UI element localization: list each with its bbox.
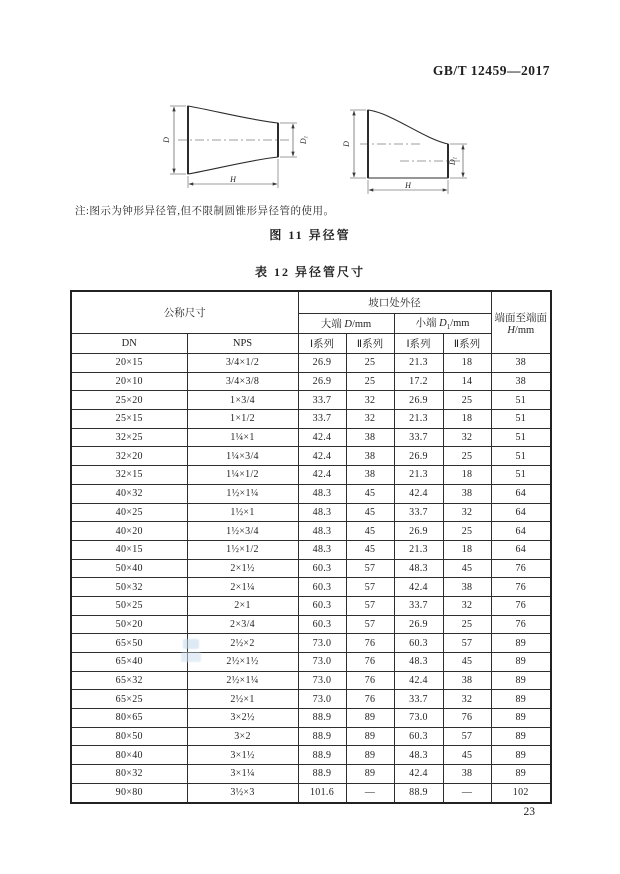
large-end-series2-cell: 76 [346, 690, 394, 709]
large-end-series2-cell: 45 [346, 503, 394, 522]
dn-cell: 40×20 [71, 522, 187, 541]
large-end-series1-cell: 33.7 [298, 391, 346, 410]
header-bevel-od: 坡口处外径 [298, 291, 491, 314]
small-end-series1-cell: 33.7 [394, 503, 443, 522]
large-end-series2-cell: 57 [346, 615, 394, 634]
table-row [71, 484, 551, 503]
nps-cell: 1¼×3/4 [187, 447, 298, 466]
dim-label-D1: D1 [448, 156, 459, 166]
large-end-series2-cell: 89 [346, 709, 394, 728]
small-end-series1-cell: 42.4 [394, 578, 443, 597]
small-end-series2-cell: — [443, 783, 491, 802]
nps-cell: 2½×1½ [187, 653, 298, 672]
table-row [71, 634, 551, 653]
small-end-series2-cell: 25 [443, 522, 491, 541]
nps-cell: 2½×2 [187, 634, 298, 653]
large-end-series1-cell: 48.3 [298, 522, 346, 541]
large-end-series1-cell: 42.4 [298, 447, 346, 466]
dn-cell: 20×15 [71, 354, 187, 373]
large-end-series1-cell: 60.3 [298, 559, 346, 578]
dn-cell: 50×40 [71, 559, 187, 578]
small-end-series2-cell: 32 [443, 596, 491, 615]
table-row [71, 690, 551, 709]
face-to-face-cell: 64 [491, 503, 551, 522]
large-end-series2-cell: 32 [346, 410, 394, 429]
face-to-face-cell: 89 [491, 634, 551, 653]
nps-cell: 1¼×1/2 [187, 466, 298, 485]
large-end-series2-cell: 89 [346, 746, 394, 765]
dim-label-D: D [342, 141, 351, 147]
nps-cell: 1½×1 [187, 503, 298, 522]
small-end-series2-cell: 45 [443, 559, 491, 578]
dn-cell: 40×15 [71, 540, 187, 559]
concentric-reducer-diagram [162, 106, 310, 188]
small-end-series2-cell: 76 [443, 709, 491, 728]
small-end-series1-cell: 21.3 [394, 410, 443, 429]
nps-cell: 1½×3/4 [187, 522, 298, 541]
large-end-series1-cell: 73.0 [298, 690, 346, 709]
face-to-face-cell: 89 [491, 690, 551, 709]
small-end-series1-cell: 17.2 [394, 372, 443, 391]
large-end-series1-cell: 26.9 [298, 372, 346, 391]
dn-cell: 65×50 [71, 634, 187, 653]
dn-cell: 32×20 [71, 447, 187, 466]
dn-cell: 65×40 [71, 653, 187, 672]
table-row [71, 428, 551, 447]
small-end-series2-cell: 38 [443, 484, 491, 503]
face-to-face-cell: 64 [491, 540, 551, 559]
nps-cell: 1½×1/2 [187, 540, 298, 559]
large-end-series1-cell: 88.9 [298, 765, 346, 784]
table-row [71, 447, 551, 466]
dn-cell: 80×50 [71, 727, 187, 746]
large-end-series2-cell: 57 [346, 578, 394, 597]
small-end-series1-cell: 21.3 [394, 540, 443, 559]
small-end-series2-cell: 32 [443, 690, 491, 709]
dn-cell: 20×10 [71, 372, 187, 391]
face-to-face-cell: 51 [491, 391, 551, 410]
header-nominal-size: 公称尺寸 [71, 291, 298, 334]
large-end-series1-cell: 48.3 [298, 503, 346, 522]
small-end-series1-cell: 60.3 [394, 634, 443, 653]
dn-cell: 90×80 [71, 783, 187, 802]
dn-cell: 32×15 [71, 466, 187, 485]
small-end-series1-cell: 42.4 [394, 484, 443, 503]
table-row [71, 709, 551, 728]
face-to-face-cell: 51 [491, 428, 551, 447]
small-end-series2-cell: 45 [443, 653, 491, 672]
face-to-face-cell: 89 [491, 709, 551, 728]
small-end-series2-cell: 57 [443, 634, 491, 653]
header-face-to-face: 端面至端面 H/mm [491, 291, 551, 354]
small-end-series1-cell: 26.9 [394, 447, 443, 466]
face-to-face-cell: 51 [491, 466, 551, 485]
dim-label-D: D [162, 137, 171, 143]
small-end-series1-cell: 33.7 [394, 690, 443, 709]
dim-label-H: H [230, 175, 236, 184]
reducer-dimensions-table [70, 290, 552, 804]
table-row [71, 559, 551, 578]
header-large-series1: Ⅰ系列 [298, 334, 346, 354]
large-end-series1-cell: 101.6 [298, 783, 346, 802]
table-row [71, 765, 551, 784]
nps-cell: 2×3/4 [187, 615, 298, 634]
large-end-series1-cell: 60.3 [298, 615, 346, 634]
face-to-face-cell: 76 [491, 596, 551, 615]
small-end-series1-cell: 33.7 [394, 428, 443, 447]
small-end-series2-cell: 57 [443, 727, 491, 746]
large-end-series2-cell: 25 [346, 372, 394, 391]
large-end-series1-cell: 88.9 [298, 727, 346, 746]
figure-note: 注:图示为钟形异径管,但不限制圆锥形异径管的使用。 [75, 206, 335, 217]
large-end-series1-cell: 42.4 [298, 466, 346, 485]
table-row [71, 578, 551, 597]
large-end-series1-cell: 48.3 [298, 484, 346, 503]
nps-cell: 3×1¼ [187, 765, 298, 784]
table-row [71, 372, 551, 391]
header-large-series2: Ⅱ系列 [346, 334, 394, 354]
small-end-series1-cell: 48.3 [394, 559, 443, 578]
header-small-series2: Ⅱ系列 [443, 334, 491, 354]
small-end-series2-cell: 18 [443, 410, 491, 429]
nps-cell: 3×2 [187, 727, 298, 746]
small-end-series1-cell: 21.3 [394, 354, 443, 373]
large-end-series2-cell: 25 [346, 354, 394, 373]
dn-cell: 80×32 [71, 765, 187, 784]
small-end-series1-cell: 48.3 [394, 653, 443, 672]
table-row [71, 410, 551, 429]
small-end-series2-cell: 18 [443, 466, 491, 485]
dim-label-D1: D1 [299, 135, 310, 145]
nps-cell: 3×1½ [187, 746, 298, 765]
face-to-face-cell: 102 [491, 783, 551, 802]
face-to-face-symbol: H [507, 324, 515, 336]
small-end-series1-cell: 60.3 [394, 727, 443, 746]
large-end-series1-cell: 33.7 [298, 410, 346, 429]
face-to-face-cell: 51 [491, 410, 551, 429]
large-end-series1-cell: 26.9 [298, 354, 346, 373]
table-row [71, 522, 551, 541]
nps-cell: 1½×1¼ [187, 484, 298, 503]
dn-cell: 40×32 [71, 484, 187, 503]
small-end-series2-cell: 25 [443, 447, 491, 466]
large-end-series1-cell: 88.9 [298, 709, 346, 728]
face-to-face-cell: 89 [491, 671, 551, 690]
large-end-series2-cell: 45 [346, 522, 394, 541]
header-large-end: 大端 D/mm [298, 314, 394, 334]
table-row [71, 596, 551, 615]
eccentric-reducer-diagram [342, 110, 467, 194]
page-number: 23 [523, 806, 535, 818]
small-end-series2-cell: 25 [443, 615, 491, 634]
face-to-face-cell: 51 [491, 447, 551, 466]
small-end-series1-cell: 48.3 [394, 746, 443, 765]
face-to-face-cell: 89 [491, 727, 551, 746]
table-row [71, 391, 551, 410]
nps-cell: 2×1½ [187, 559, 298, 578]
dn-cell: 50×25 [71, 596, 187, 615]
table-row [71, 746, 551, 765]
table-row [71, 615, 551, 634]
nps-cell: 2×1 [187, 596, 298, 615]
face-to-face-cell: 38 [491, 354, 551, 373]
nps-cell: 2½×1 [187, 690, 298, 709]
dn-cell: 50×20 [71, 615, 187, 634]
large-end-series2-cell: 38 [346, 428, 394, 447]
large-end-series1-cell: 73.0 [298, 634, 346, 653]
face-to-face-cell: 64 [491, 522, 551, 541]
nps-cell: 3/4×3/8 [187, 372, 298, 391]
table-title: 表 12 异径管尺寸 [254, 265, 365, 279]
large-end-series2-cell: 57 [346, 596, 394, 615]
small-end-series1-cell: 26.9 [394, 615, 443, 634]
face-to-face-cell: 76 [491, 578, 551, 597]
small-end-series2-cell: 45 [443, 746, 491, 765]
small-end-series1-cell: 42.4 [394, 765, 443, 784]
dn-cell: 80×40 [71, 746, 187, 765]
large-end-series2-cell: — [346, 783, 394, 802]
large-end-series1-cell: 73.0 [298, 671, 346, 690]
large-end-series1-cell: 48.3 [298, 540, 346, 559]
dn-cell: 25×15 [71, 410, 187, 429]
small-end-series1-cell: 42.4 [394, 671, 443, 690]
table-row [71, 503, 551, 522]
dn-cell: 40×25 [71, 503, 187, 522]
large-end-series2-cell: 45 [346, 484, 394, 503]
small-end-series2-cell: 38 [443, 671, 491, 690]
small-end-series2-cell: 18 [443, 540, 491, 559]
dn-cell: 25×20 [71, 391, 187, 410]
large-end-series2-cell: 76 [346, 653, 394, 672]
nps-cell: 2×1¼ [187, 578, 298, 597]
large-end-series2-cell: 32 [346, 391, 394, 410]
large-end-series2-cell: 76 [346, 671, 394, 690]
large-end-series1-cell: 42.4 [298, 428, 346, 447]
header-dn: DN [71, 334, 187, 354]
large-end-series1-cell: 88.9 [298, 746, 346, 765]
face-to-face-label: 端面至端面 [494, 312, 547, 324]
nps-cell: 1¼×1 [187, 428, 298, 447]
dn-cell: 65×32 [71, 671, 187, 690]
small-end-series1-cell: 26.9 [394, 391, 443, 410]
small-end-series2-cell: 32 [443, 428, 491, 447]
small-end-series2-cell: 38 [443, 578, 491, 597]
face-to-face-cell: 64 [491, 484, 551, 503]
nps-cell: 3/4×1/2 [187, 354, 298, 373]
small-end-series1-cell: 73.0 [394, 709, 443, 728]
face-to-face-cell: 38 [491, 372, 551, 391]
small-end-series1-cell: 88.9 [394, 783, 443, 802]
large-end-series1-cell: 73.0 [298, 653, 346, 672]
small-end-series2-cell: 18 [443, 354, 491, 373]
dim-label-H: H [405, 181, 411, 190]
table-row [71, 354, 551, 373]
nps-cell: 3½×3 [187, 783, 298, 802]
large-end-series2-cell: 45 [346, 540, 394, 559]
dn-cell: 80×65 [71, 709, 187, 728]
large-end-series1-cell: 60.3 [298, 596, 346, 615]
table-row [71, 783, 551, 802]
table-row [71, 653, 551, 672]
large-end-series2-cell: 57 [346, 559, 394, 578]
table-row [71, 727, 551, 746]
dn-cell: 50×32 [71, 578, 187, 597]
small-end-series2-cell: 32 [443, 503, 491, 522]
header-small-end: 小端 $D_1/mm$ [394, 314, 491, 334]
dn-cell: 32×25 [71, 428, 187, 447]
standard-number: GB/T 12459—2017 [432, 63, 550, 78]
small-end-series2-cell: 38 [443, 765, 491, 784]
small-end-series1-cell: 26.9 [394, 522, 443, 541]
small-end-series1-cell: 21.3 [394, 466, 443, 485]
face-to-face-cell: 89 [491, 653, 551, 672]
nps-cell: 2½×1¼ [187, 671, 298, 690]
face-to-face-cell: 76 [491, 615, 551, 634]
large-end-series2-cell: 38 [346, 447, 394, 466]
nps-cell: 1×1/2 [187, 410, 298, 429]
dn-cell: 65×25 [71, 690, 187, 709]
large-end-series2-cell: 89 [346, 765, 394, 784]
nps-cell: 3×2½ [187, 709, 298, 728]
face-to-face-cell: 89 [491, 746, 551, 765]
large-end-series2-cell: 38 [346, 466, 394, 485]
small-end-series1-cell: 33.7 [394, 596, 443, 615]
large-end-series2-cell: 89 [346, 727, 394, 746]
table-row [71, 466, 551, 485]
large-end-series2-cell: 76 [346, 634, 394, 653]
reducer-figure [150, 98, 470, 202]
face-to-face-cell: 76 [491, 559, 551, 578]
large-end-series1-cell: 60.3 [298, 578, 346, 597]
nps-cell: 1×3/4 [187, 391, 298, 410]
figure-caption: 图 11 异径管 [269, 228, 351, 242]
table-body [71, 354, 551, 803]
table-row [71, 540, 551, 559]
header-nps: NPS [187, 334, 298, 354]
header-small-series1: Ⅰ系列 [394, 334, 443, 354]
table-row [71, 671, 551, 690]
face-to-face-cell: 89 [491, 765, 551, 784]
small-end-series2-cell: 25 [443, 391, 491, 410]
small-end-series2-cell: 14 [443, 372, 491, 391]
